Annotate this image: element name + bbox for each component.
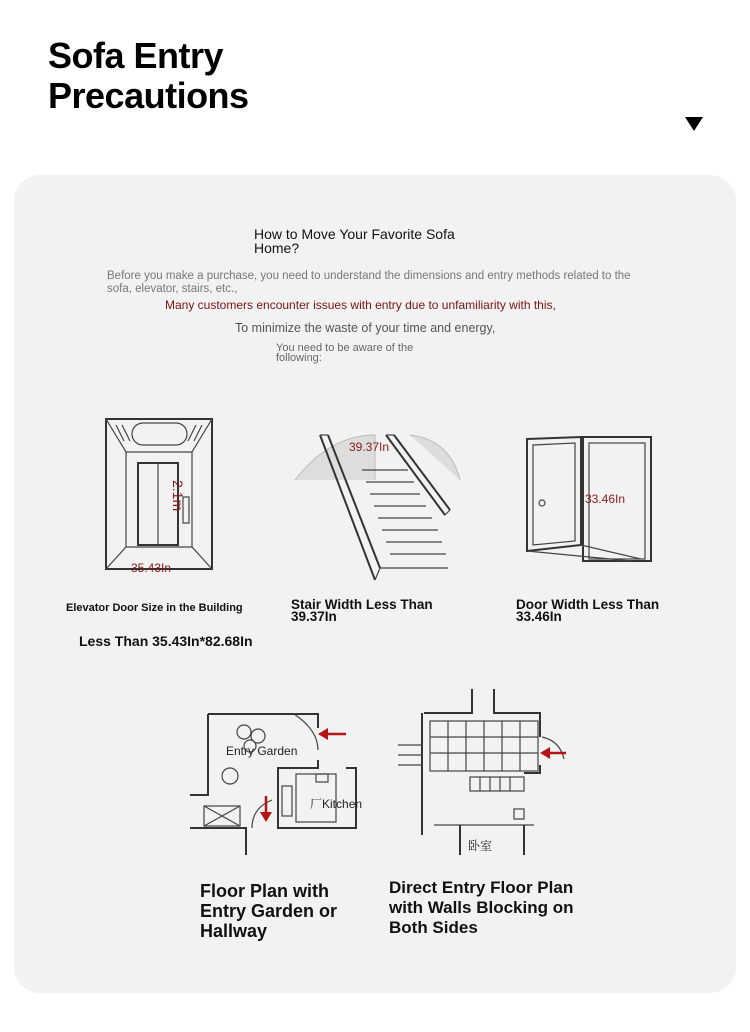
intro-line3: To minimize the waste of your time and energy, xyxy=(235,321,496,335)
elevator-illustration xyxy=(102,417,217,572)
direct-entry-floor-plan xyxy=(394,685,574,860)
content-card xyxy=(14,175,736,993)
elevator-width-dimension: 35.43In xyxy=(131,561,172,575)
page-title-line2: Precautions xyxy=(48,75,249,116)
stairs-label xyxy=(291,599,451,623)
direct-entry-plan-label-line3: Both Sides xyxy=(389,918,478,937)
intro-line2: Many customers encounter issues with entry due to unfamiliarity with this, xyxy=(165,298,556,312)
elevator-height-dimension: 2.1m xyxy=(170,480,186,512)
stairs-label-line2: 39.37In xyxy=(291,609,337,624)
direct-entry-plan-label xyxy=(389,878,589,938)
elevator-label: Elevator Door Size in the Building xyxy=(66,602,243,614)
intro-line4: You need to be aware of the following: xyxy=(276,342,414,364)
intro-line1: Before you make a purchase, you need to understand the dimensions and entry methods related to the sofa, elevator, stairs, etc., xyxy=(107,270,631,295)
kitchen-room-label xyxy=(310,795,362,812)
kitchen-room-prefix: 厂 xyxy=(310,797,323,811)
bedroom-room-label: 卧室 xyxy=(468,839,493,853)
page-title xyxy=(48,36,249,116)
entry-garden-plan-label xyxy=(200,881,380,941)
direct-entry-plan-label-line2: with Walls Blocking on xyxy=(389,898,574,917)
door-dimension: 33.46In xyxy=(585,492,626,506)
entry-garden-plan-label-line3: Hallway xyxy=(200,921,268,941)
entry-garden-plan-label-line1: Floor Plan with xyxy=(200,881,329,901)
stairs-label-line1: Stair Width Less Than xyxy=(291,597,433,612)
kitchen-room-name: Kitchen xyxy=(322,797,363,811)
page-title-line1: Sofa Entry xyxy=(48,35,224,76)
entry-garden-floor-plan xyxy=(186,710,376,860)
door-label-line1: Door Width Less Than xyxy=(516,597,660,612)
direct-entry-plan-label-line1: Direct Entry Floor Plan xyxy=(389,878,574,897)
intro-heading: How to Move Your Favorite Sofa Home? xyxy=(254,226,455,256)
door-label xyxy=(516,599,686,623)
triangle-down-icon xyxy=(684,115,704,133)
elevator-sublabel: Less Than 35.43In*82.68In xyxy=(79,633,253,649)
entry-garden-room-label: Entry Garden xyxy=(226,744,298,758)
door-label-line2: 33.46In xyxy=(516,609,562,624)
stairs-dimension: 39.37In xyxy=(349,440,390,454)
entry-garden-plan-label-line2: Entry Garden or xyxy=(200,901,338,921)
expand-toggle-button[interactable] xyxy=(684,115,704,133)
